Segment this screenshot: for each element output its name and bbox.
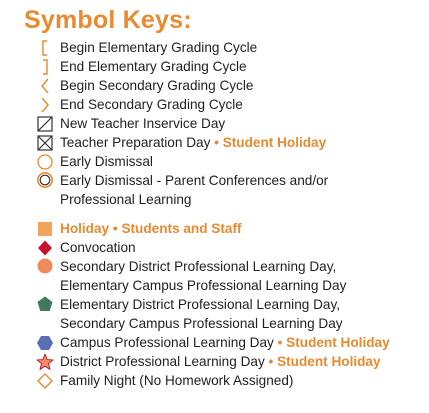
key-label: Begin Elementary Grading Cycle — [60, 40, 258, 55]
bullet-separator: • — [214, 135, 219, 150]
red-diamond-icon — [36, 239, 54, 257]
angle-open-icon — [36, 77, 54, 95]
key-label-line-2: Secondary Campus Professional Learning Day — [60, 316, 343, 331]
key-early-dismissal — [36, 152, 426, 171]
key-campus-pl — [36, 333, 426, 352]
bullet-separator: • — [277, 335, 283, 350]
orange-circle-icon — [36, 257, 54, 275]
key-label-line-1: Early Dismissal - Parent Conferences and/or — [60, 173, 329, 188]
key-label-line-1: Secondary District Professional Learning Day, — [60, 259, 337, 274]
key-label: Begin Secondary Grading Cycle — [60, 78, 254, 93]
key-elementary-district-pl — [36, 295, 426, 333]
key-begin-secondary — [36, 76, 426, 95]
key-begin-elementary — [36, 38, 426, 57]
key-early-dismissal-conferences — [36, 171, 426, 209]
star-icon — [36, 353, 54, 371]
key-label: District Professional Learning Day — [60, 354, 265, 369]
key-label-line-2: Elementary Campus Professional Learning Day — [60, 278, 347, 293]
key-convocation — [36, 238, 426, 257]
highlight-label: Student Holiday — [222, 135, 327, 150]
key-label: Campus Professional Learning Day — [60, 335, 274, 350]
bracket-close-icon — [36, 58, 54, 76]
key-teacher-preparation — [36, 133, 426, 152]
highlight-label: Student Holiday — [277, 354, 381, 369]
angle-close-icon — [36, 96, 54, 114]
bracket-open-icon — [36, 39, 54, 57]
key-end-elementary — [36, 57, 426, 76]
key-family-night — [36, 371, 426, 390]
key-label: Early Dismissal — [60, 154, 153, 169]
key-label: End Secondary Grading Cycle — [60, 97, 243, 112]
diamond-outline-icon — [36, 372, 54, 390]
highlight-label: Student Holiday — [286, 335, 390, 350]
key-district-pl — [36, 352, 426, 371]
bullet-separator: • — [112, 221, 118, 236]
highlight-label: Holiday — [60, 221, 110, 236]
bullet-separator: • — [268, 354, 274, 369]
slashed-square-icon — [36, 115, 54, 133]
key-secondary-district-pl — [36, 257, 426, 295]
blue-hexagon-icon — [36, 334, 54, 352]
key-label-line-2: Professional Learning — [60, 192, 192, 207]
key-end-secondary — [36, 95, 426, 114]
highlight-label: Students and Staff — [121, 221, 242, 236]
key-new-teacher-inservice — [36, 114, 426, 133]
key-label-line-1: Elementary District Professional Learning Day, — [60, 297, 341, 312]
key-label: New Teacher Inservice Day — [60, 116, 226, 131]
key-label: Family Night (No Homework Assigned) — [60, 373, 294, 388]
key-label: Convocation — [60, 240, 136, 255]
key-label: Teacher Preparation Day — [60, 135, 211, 150]
filled-square-icon — [36, 220, 54, 238]
key-label: End Elementary Grading Cycle — [60, 59, 247, 74]
symbol-key-list — [36, 38, 426, 390]
green-pentagon-icon — [36, 295, 54, 313]
page-title: Symbol Keys: — [24, 6, 192, 34]
crossed-square-icon — [36, 134, 54, 152]
circle-outline-icon — [36, 153, 54, 171]
double-circle-icon — [36, 171, 54, 189]
key-holiday — [36, 219, 426, 238]
